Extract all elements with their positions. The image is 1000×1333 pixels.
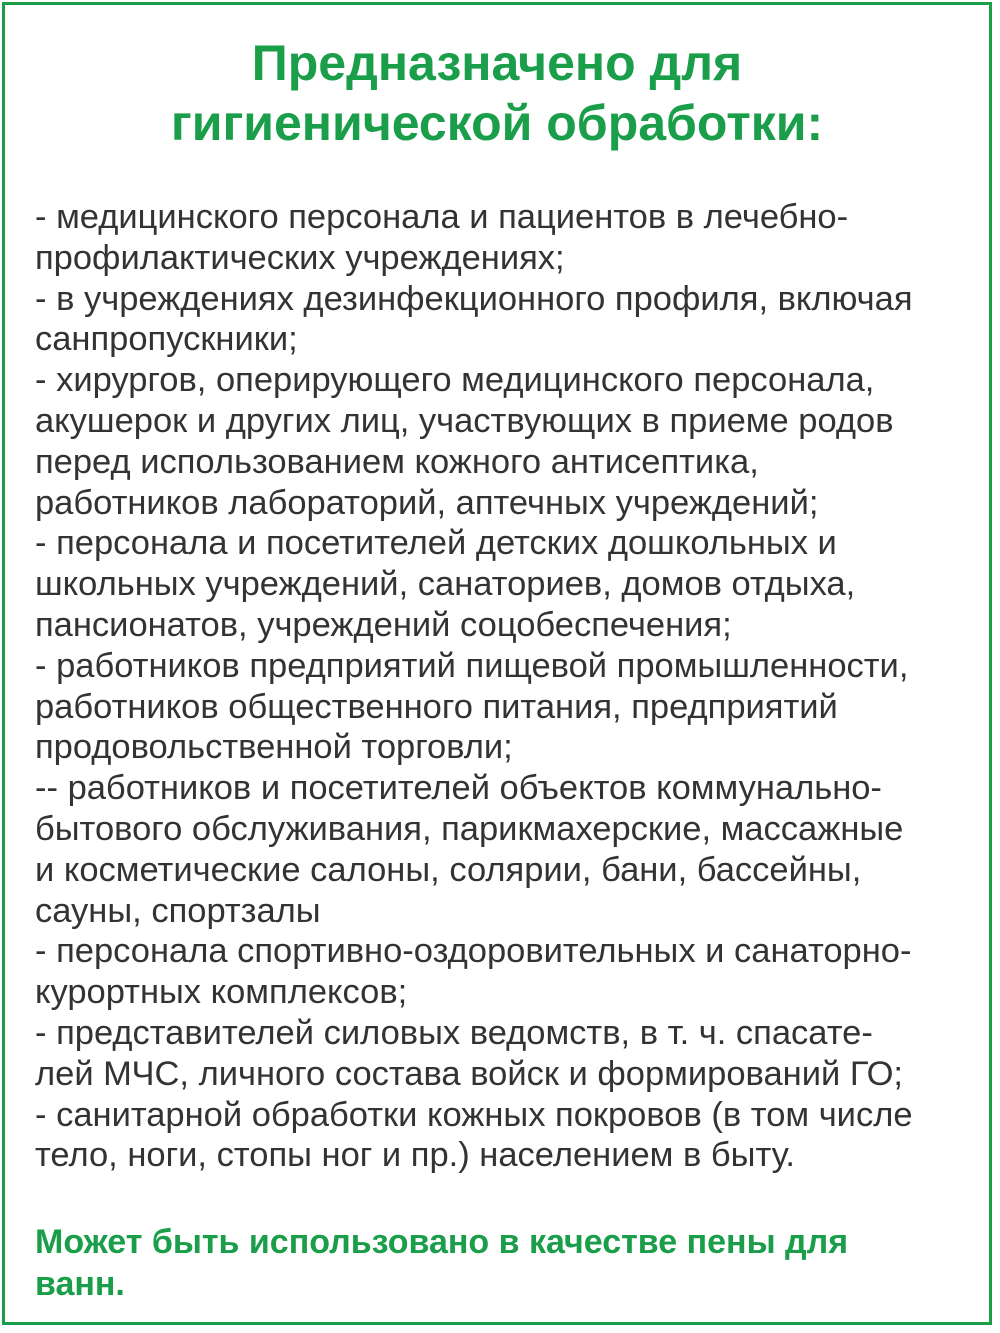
list-item-line: -- работников и посетителей объектов коммунально-: [35, 769, 882, 808]
list-item: [35, 279, 985, 361]
list-item-line: курортных комплексов;: [35, 973, 408, 1012]
list-item-line: профилактических учреждениях;: [35, 238, 565, 277]
list-item: [35, 768, 985, 931]
list-item: [35, 197, 985, 279]
list-item-line: - хирургов, оперирующего медицинского персонала,: [35, 361, 875, 400]
list-item-line: - работников предприятий пищевой промышленности,: [35, 646, 909, 685]
page-title: [5, 33, 989, 153]
title-line-2: гигиенической обработки:: [170, 95, 824, 151]
list-item-line: перед использованием кожного антисептика,: [35, 442, 759, 481]
list-item-line: акушерок и других лиц, участвующих в приеме родов: [35, 401, 894, 440]
list-item-line: тело, ноги, стопы ног и пр.) населением в быту.: [35, 1136, 796, 1175]
note-line-2: ванн.: [35, 1265, 125, 1303]
list-item-line: - в учреждениях дезинфекционного профиля, включая: [35, 279, 913, 318]
list-item-line: пансионатов, учреждений соцобеспечения;: [35, 605, 732, 644]
note-line-1: Может быть использовано в качестве пены для: [35, 1223, 849, 1261]
list-item-line: - персонала и посетителей детских дошкольных и: [35, 524, 837, 563]
list-item: [35, 646, 985, 768]
list-item: [35, 360, 985, 523]
list-item-line: - представителей силовых ведомств, в т. ч. спасате-: [35, 1013, 873, 1052]
list-item-line: санпропускники;: [35, 320, 298, 359]
list-item-line: работников лабораторий, аптечных учреждений;: [35, 483, 819, 522]
list-item: [35, 931, 985, 1013]
list-item-line: - медицинского персонала и пациентов в лечебно-: [35, 198, 849, 236]
list-item-line: - персонала спортивно-оздоровительных и санаторно-: [35, 932, 912, 971]
info-card: [2, 2, 992, 1325]
bath-foam-note: [35, 1221, 985, 1305]
list-item: [35, 1013, 985, 1095]
list-item-line: школьных учреждений, санаториев, домов отдыха,: [35, 565, 856, 604]
list-item-line: сауны, спортзалы: [35, 891, 321, 930]
list-item-line: и косметические салоны, солярии, бани, бассейны,: [35, 850, 862, 889]
title-line-1: Предназначено для: [251, 35, 743, 91]
list-item-line: бытового обслуживания, парикмахерские, массажные: [35, 809, 904, 848]
list-item-line: работников общественного питания, предприятий: [35, 687, 838, 726]
list-item-line: продовольственной торговли;: [35, 728, 513, 767]
list-item-line: лей МЧС, личного состава войск и формирований ГО;: [35, 1054, 903, 1093]
usage-list: [35, 197, 985, 1176]
list-item: [35, 523, 985, 645]
list-item-line: - санитарной обработки кожных покровов (в том числе: [35, 1095, 913, 1134]
list-item: [35, 1095, 985, 1177]
